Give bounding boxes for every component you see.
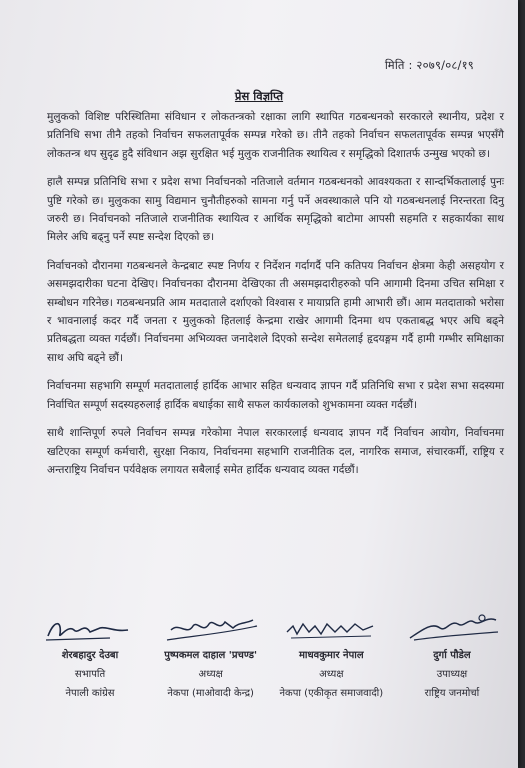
signatory-2 — [151, 610, 271, 703]
signatory-party: नेपाली कांग्रेस — [65, 688, 115, 699]
signatory-name: माधवकुमार नेपाल — [298, 650, 364, 661]
signature-1 — [40, 610, 140, 646]
signatory-party: नेकपा (माओवादी केन्द्र) — [167, 688, 254, 699]
signatory-position: अध्यक्ष — [319, 669, 344, 680]
signature-4 — [402, 610, 502, 646]
signature-2 — [161, 610, 261, 646]
signatory-name: शेरबहादुर देउबा — [61, 650, 119, 661]
paragraph-5: साथै शान्तिपूर्ण रुपले निर्वाचन सम्पन्न गरेकोमा नेपाल सरकारलाई धन्यवाद ज्ञापन गर्दै निर्वाचन आयोग, निर्वाचनमा खटिएका सम्पूर्ण कर्मचारी, सुरक्षा निकाय, निर्वाचनमा सहभागि राजनीतिक दल, नागरिक समाज, संचारकर्मी, राष्ट्रिय र अन्तराष्ट्रिय निर्वाचन पर्यवेक्षक लगायत सबैलाई समेत हार्दिक धन्यवाद व्यक्त गर्दछौं। — [47, 427, 504, 476]
signatory-position: अध्यक्ष — [198, 669, 223, 680]
signatory-1 — [30, 610, 150, 703]
signatory-name: दुर्गा पौडेल — [433, 650, 471, 661]
signatory-4 — [392, 610, 512, 703]
signatory-name: पुष्पकमल दाहाल 'प्रचण्ड' — [164, 650, 258, 661]
signature-block — [30, 610, 512, 703]
body-text — [47, 108, 504, 489]
document-title — [0, 89, 518, 104]
signature-3 — [281, 610, 381, 646]
paragraph-4: निर्वाचनमा सहभागि सम्पूर्ण मतदातालाई हार्दिक आभार सहित धन्यवाद ज्ञापन गर्दै प्रतिनिधि सभा र प्रदेश सभा सदस्यमा निर्वाचित सम्पूर्ण सदस्यहरुलाई हार्दिक बधाईका साथै सफल कार्यकालको शुभकामना व्यक्त गर्दछौं। — [47, 380, 504, 411]
date-line: मिति : २०७९/०८/१९ — [384, 58, 474, 72]
title-text: प्रेस विज्ञप्ति — [234, 89, 284, 103]
signatory-position: उपाध्यक्ष — [436, 669, 468, 680]
signatory-party: राष्ट्रिय जनमोर्चा — [424, 688, 480, 699]
signatory-3 — [271, 610, 391, 703]
signatory-position: सभापति — [74, 669, 106, 680]
paragraph-1: मुलुकको विशिष्ट परिस्थितिमा संविधान र लोकतन्त्रको रक्षाका लागि स्थापित गठबन्धनको सरकारले स्थानीय, प्रदेश र प्रतिनिधि सभा तीनै तहको निर्वाचन सफलतापूर्वक सम्पन्न गरेको छ। तीनै तहको निर्वाचन सफलतापूर्वक सम्पन्न भएसँगै लोकतन्त्र थप सुदृढ हुदै संविधान अझ सुरक्षित भई मुलुक राजनीतिक स्थायित्व र समृद्धिको दिशातर्फ उन्मुख भएको छ। — [47, 111, 504, 160]
paragraph-2: हालै सम्पन्न प्रतिनिधि सभा र प्रदेश सभा निर्वाचनको नतिजाले वर्तमान गठबन्धनको आवश्यकता र सान्दर्भिकतालाई पुनः पुष्टि गरेको छ। मुलुकका सामु विद्यमान चुनौतीहरुको सामना गर्नु पर्ने अवस्थाकाले पनि यो गठबन्धनलाई निरन्तरता दिनु जरुरी छ। निर्वाचनको नतिजाले राजनीतिक स्थायित्व र आर्थिक समृद्धिको बाटोमा आपसी सहमति र सहकार्यका साथ मिलेर अघि बढ्नु पर्ने स्पष्ट सन्देश दिएको छ। — [47, 176, 504, 244]
paragraph-3: निर्वाचनको दौरानमा गठबन्धनले केन्द्रबाट स्पष्ट निर्णय र निर्देशन गर्दागर्दै पनि कतिपय निर्वाचन क्षेत्रमा केही असहयोग र असमझदारीका घटना देखिए। निर्वाचनका दौरानमा देखिएका ती असमझदारीहरुको पनि आगामी दिनमा उचित समिक्षा र सम्बोधन गरिनेछ। गठबन्धनप्रति आम मतदाताले दर्शाएको विश्वास र मायाप्रति हामी आभारी छौं। आम मतदाताको भरोसा र भावनालाई कदर गर्दै जनता र मुलुकको हितलाई केन्द्रमा राखेर आगामी दिनमा थप एकताबद्ध भएर अघि बढ्ने प्रतिबद्धता व्यक्त गर्दछौं। निर्वाचनमा अभिव्यक्त जनादेशले दिएको सन्देश समेतलाई हृदयङ्गम गर्दै हामी गम्भीर समिक्षाका साथ अघि बढ्ने छौं। — [47, 259, 504, 364]
signatory-party: नेकपा (एकीकृत समाजवादी) — [279, 688, 384, 699]
